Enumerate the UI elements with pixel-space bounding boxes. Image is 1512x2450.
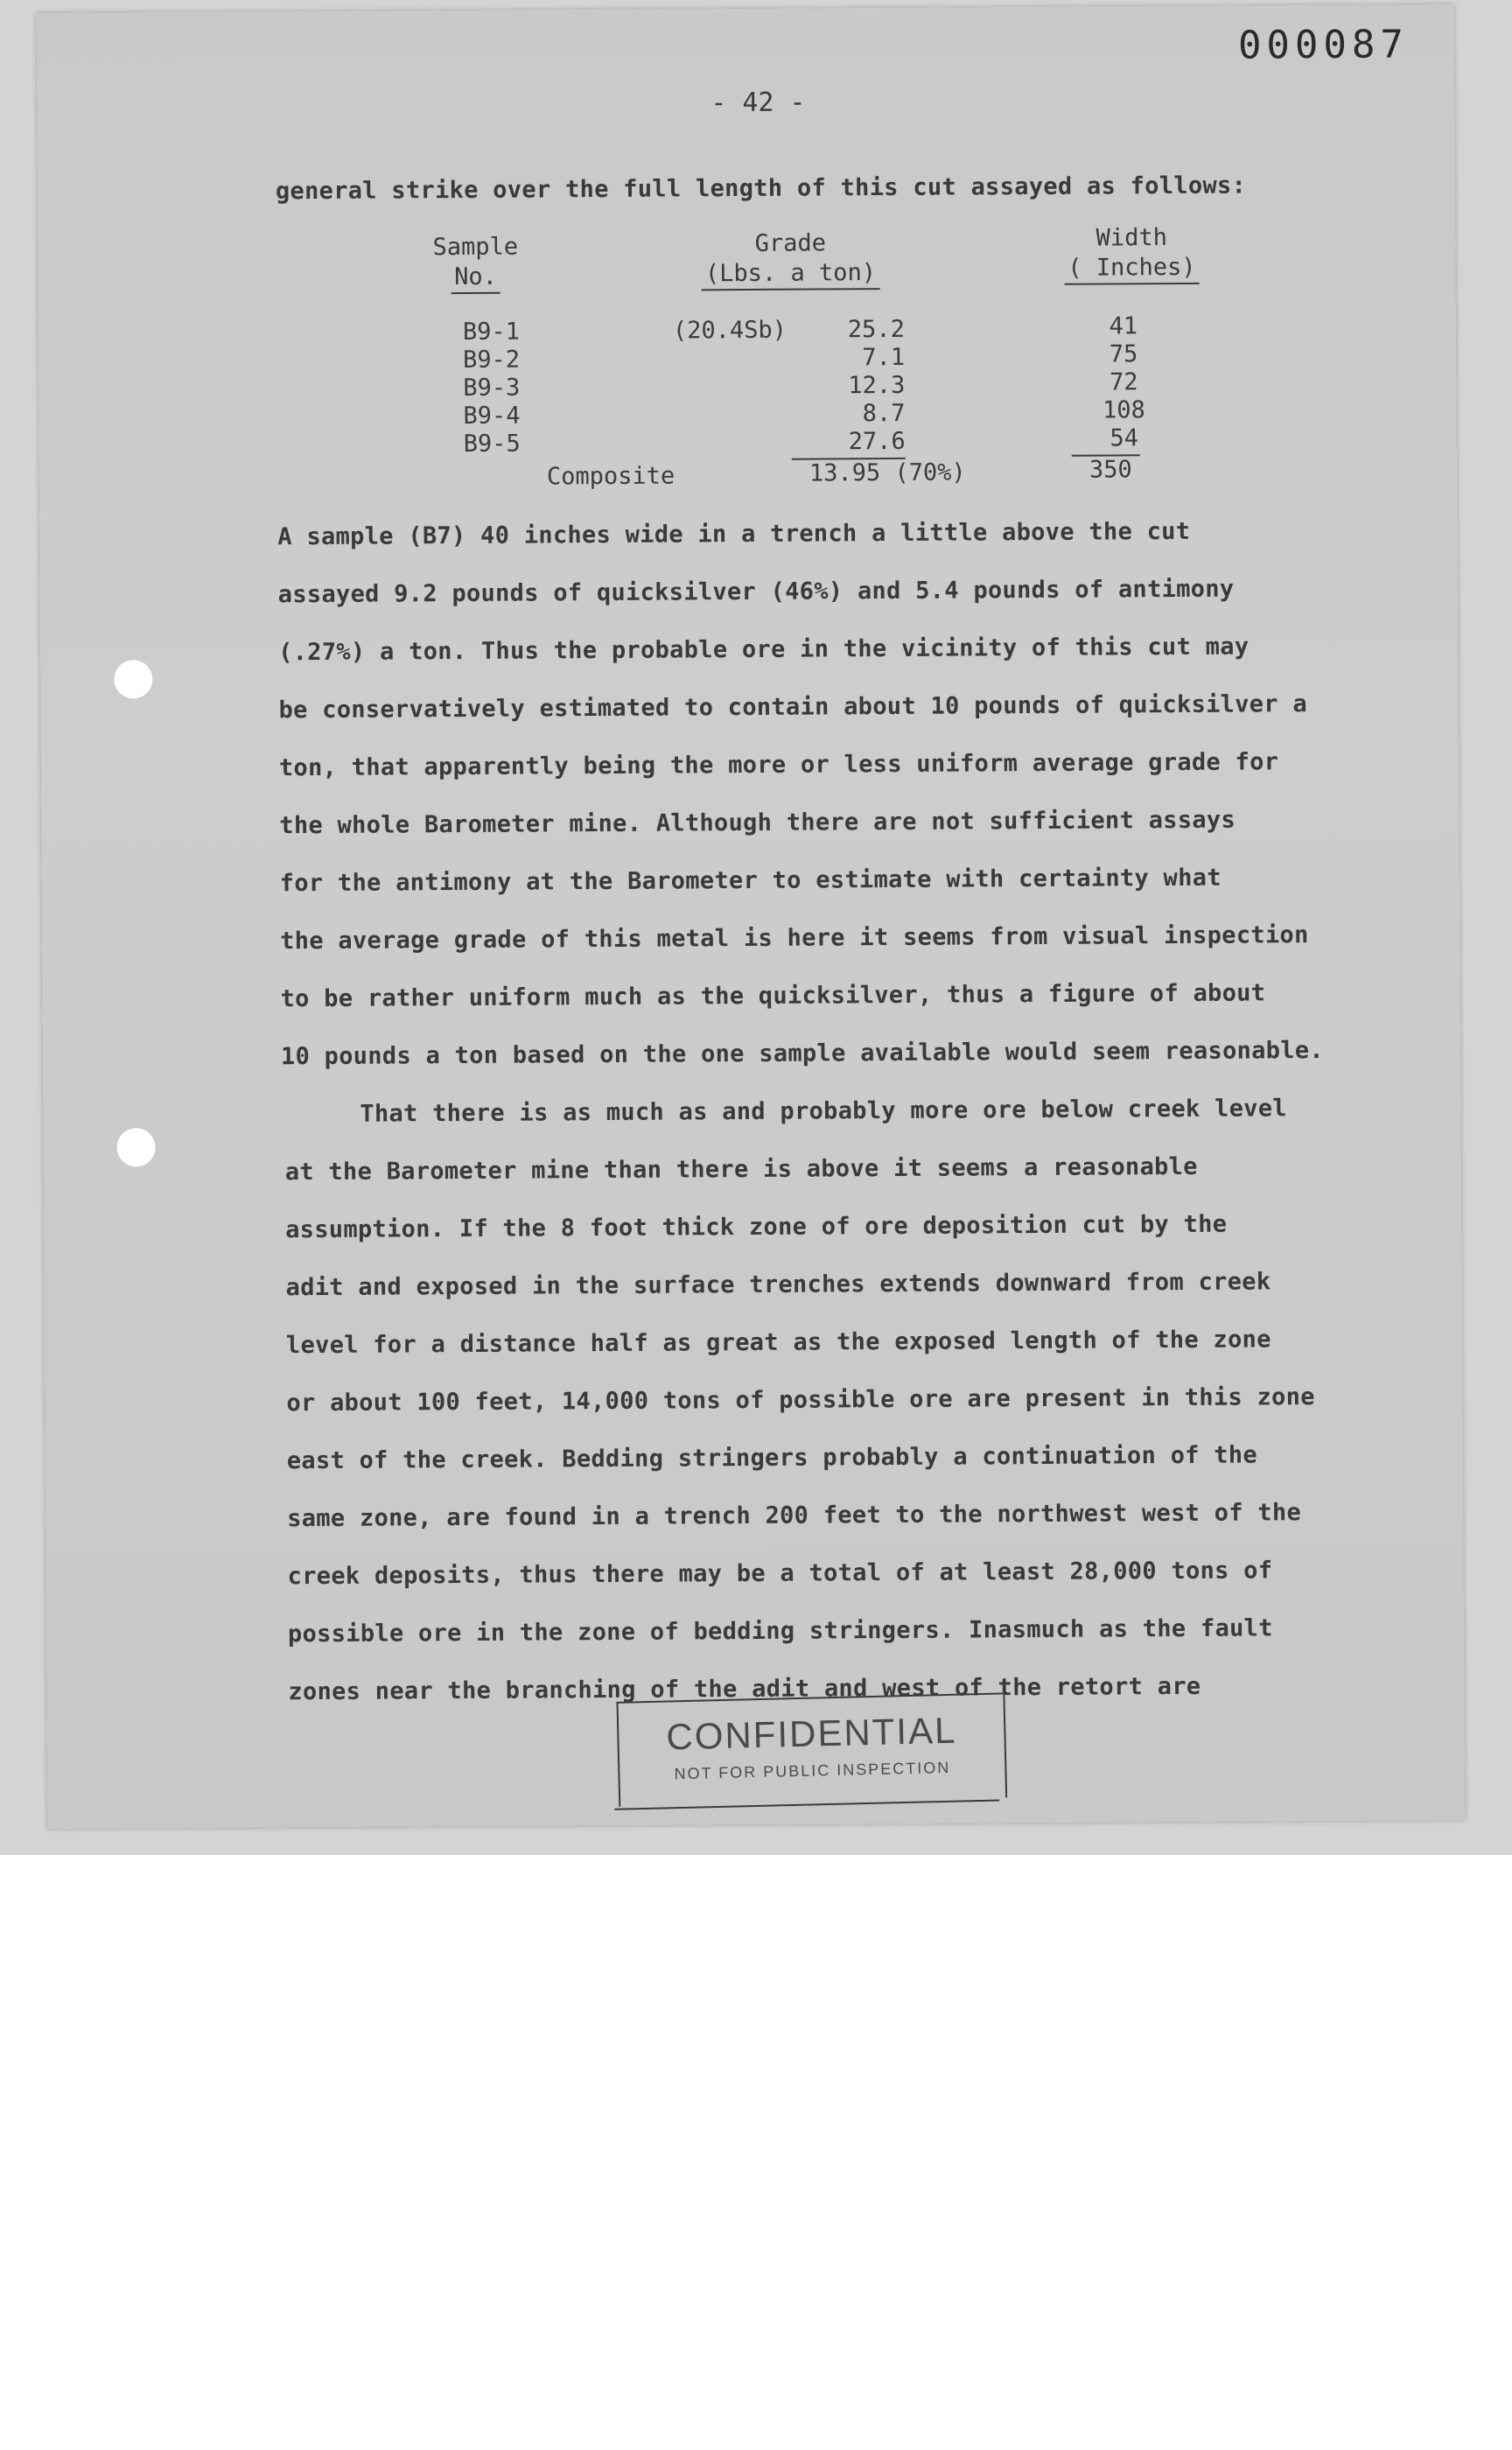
header-sample [396, 232, 554, 294]
text-line: the whole Barometer mine. Although there are not sufficient assays [279, 806, 1236, 840]
composite-grade: 13.95 (70%) [808, 458, 966, 487]
width-value: 72 [1109, 368, 1138, 396]
text-line: east of the creek. Bedding stringers probably a continuation of the [286, 1441, 1258, 1475]
confidential-stamp [616, 1692, 1007, 1806]
text-line: adit and exposed in the surface trenches extends downward from creek [285, 1268, 1271, 1302]
grade-value: 8.7 [862, 399, 906, 428]
width-value: 41 [1109, 312, 1138, 340]
sample-id-column [463, 318, 521, 458]
text-line: possible ore in the zone of bedding stringers. Inasmuch as the fault [287, 1614, 1273, 1648]
text-line: zones near the branching of the adit and west of the retort are [288, 1672, 1201, 1706]
text-line: creek deposits, thus there may be a total of at least 28,000 tons of [287, 1557, 1273, 1591]
header-grade-line1: Grade [754, 229, 827, 257]
stamp-subtitle: NOT FOR PUBLIC INSPECTION [674, 1758, 951, 1783]
grade-column [800, 316, 906, 457]
document-page [37, 4, 1466, 1829]
text-line: ton, that apparently being the more or less uniform average grade for [278, 748, 1279, 782]
grade-value: 12.3 [848, 371, 906, 400]
text-line: be conservatively estimated to contain about 10 pounds of quicksilver a [278, 690, 1308, 724]
header-sample-line1: Sample [432, 233, 519, 262]
punch-hole-top [114, 660, 152, 698]
header-width-line1: Width [1096, 224, 1168, 252]
text-line: level for a distance half as great as the exposed length of the zone [285, 1326, 1271, 1360]
text-line: at the Barometer mine than there is above it seems a reasonable [284, 1152, 1198, 1186]
grade-value: 7.1 [862, 343, 906, 372]
width-value: 108 [1102, 396, 1145, 424]
table-row: B9-3 [463, 374, 521, 402]
text-line: 10 pounds a ton based on the one sample available would seem reasonable. [280, 1037, 1325, 1071]
width-value: 75 [1109, 340, 1138, 368]
header-grade [685, 228, 895, 290]
table-row: B9-5 [463, 430, 521, 458]
text-line: for the antimony at the Barometer to estimate with certainty what [279, 864, 1222, 898]
intro-line: general strike over the full length of this cut assayed as follows: [275, 172, 1247, 206]
text-line: or about 100 feet, 14,000 tons of possible ore are present in this zone [286, 1383, 1315, 1418]
width-column [1080, 312, 1168, 453]
text-line: assayed 9.2 pounds of quicksilver (46%) and 5.4 pounds of antimony [277, 575, 1235, 609]
page-number: - 42 - [710, 87, 806, 119]
table-row: B9-2 [463, 346, 521, 374]
table-row: B9-4 [463, 402, 521, 430]
composite-width: 350 [1088, 456, 1132, 484]
text-line: to be rather uniform much as the quicksilver, thus a figure of about [280, 979, 1266, 1013]
stamp-title: CONFIDENTIAL [665, 1709, 957, 1758]
header-width [1044, 223, 1219, 285]
punch-hole-bottom [116, 1128, 155, 1166]
grade-value: 25.2 [847, 315, 905, 344]
text-line: the average grade of this metal is here it seems from visual inspection [280, 921, 1309, 956]
header-grade-line2: (Lbs. a ton) [702, 258, 879, 290]
text-line: (.27%) a ton. Thus the probable ore in the vicinity of this cut may [278, 633, 1250, 667]
text-line: assumption. If the 8 foot thick zone of ore deposition cut by the [285, 1210, 1228, 1244]
grade-note: (20.4Sb) [672, 316, 788, 345]
table-row: B9-1 [462, 318, 521, 346]
document-number: 000087 [1237, 22, 1410, 68]
text-line: same zone, are found in a trench 200 feet to the northwest west of the [287, 1499, 1302, 1533]
width-value: 54 [1110, 424, 1139, 452]
composite-label: Composite [546, 462, 676, 491]
text-line: That there is as much as and probably more ore below creek level [360, 1095, 1287, 1128]
header-sample-line2: No. [451, 262, 500, 294]
header-width-line2: ( Inches) [1064, 253, 1200, 285]
text-line: A sample (B7) 40 inches wide in a trench a little above the cut [277, 517, 1191, 551]
grade-value: 27.6 [848, 427, 906, 456]
